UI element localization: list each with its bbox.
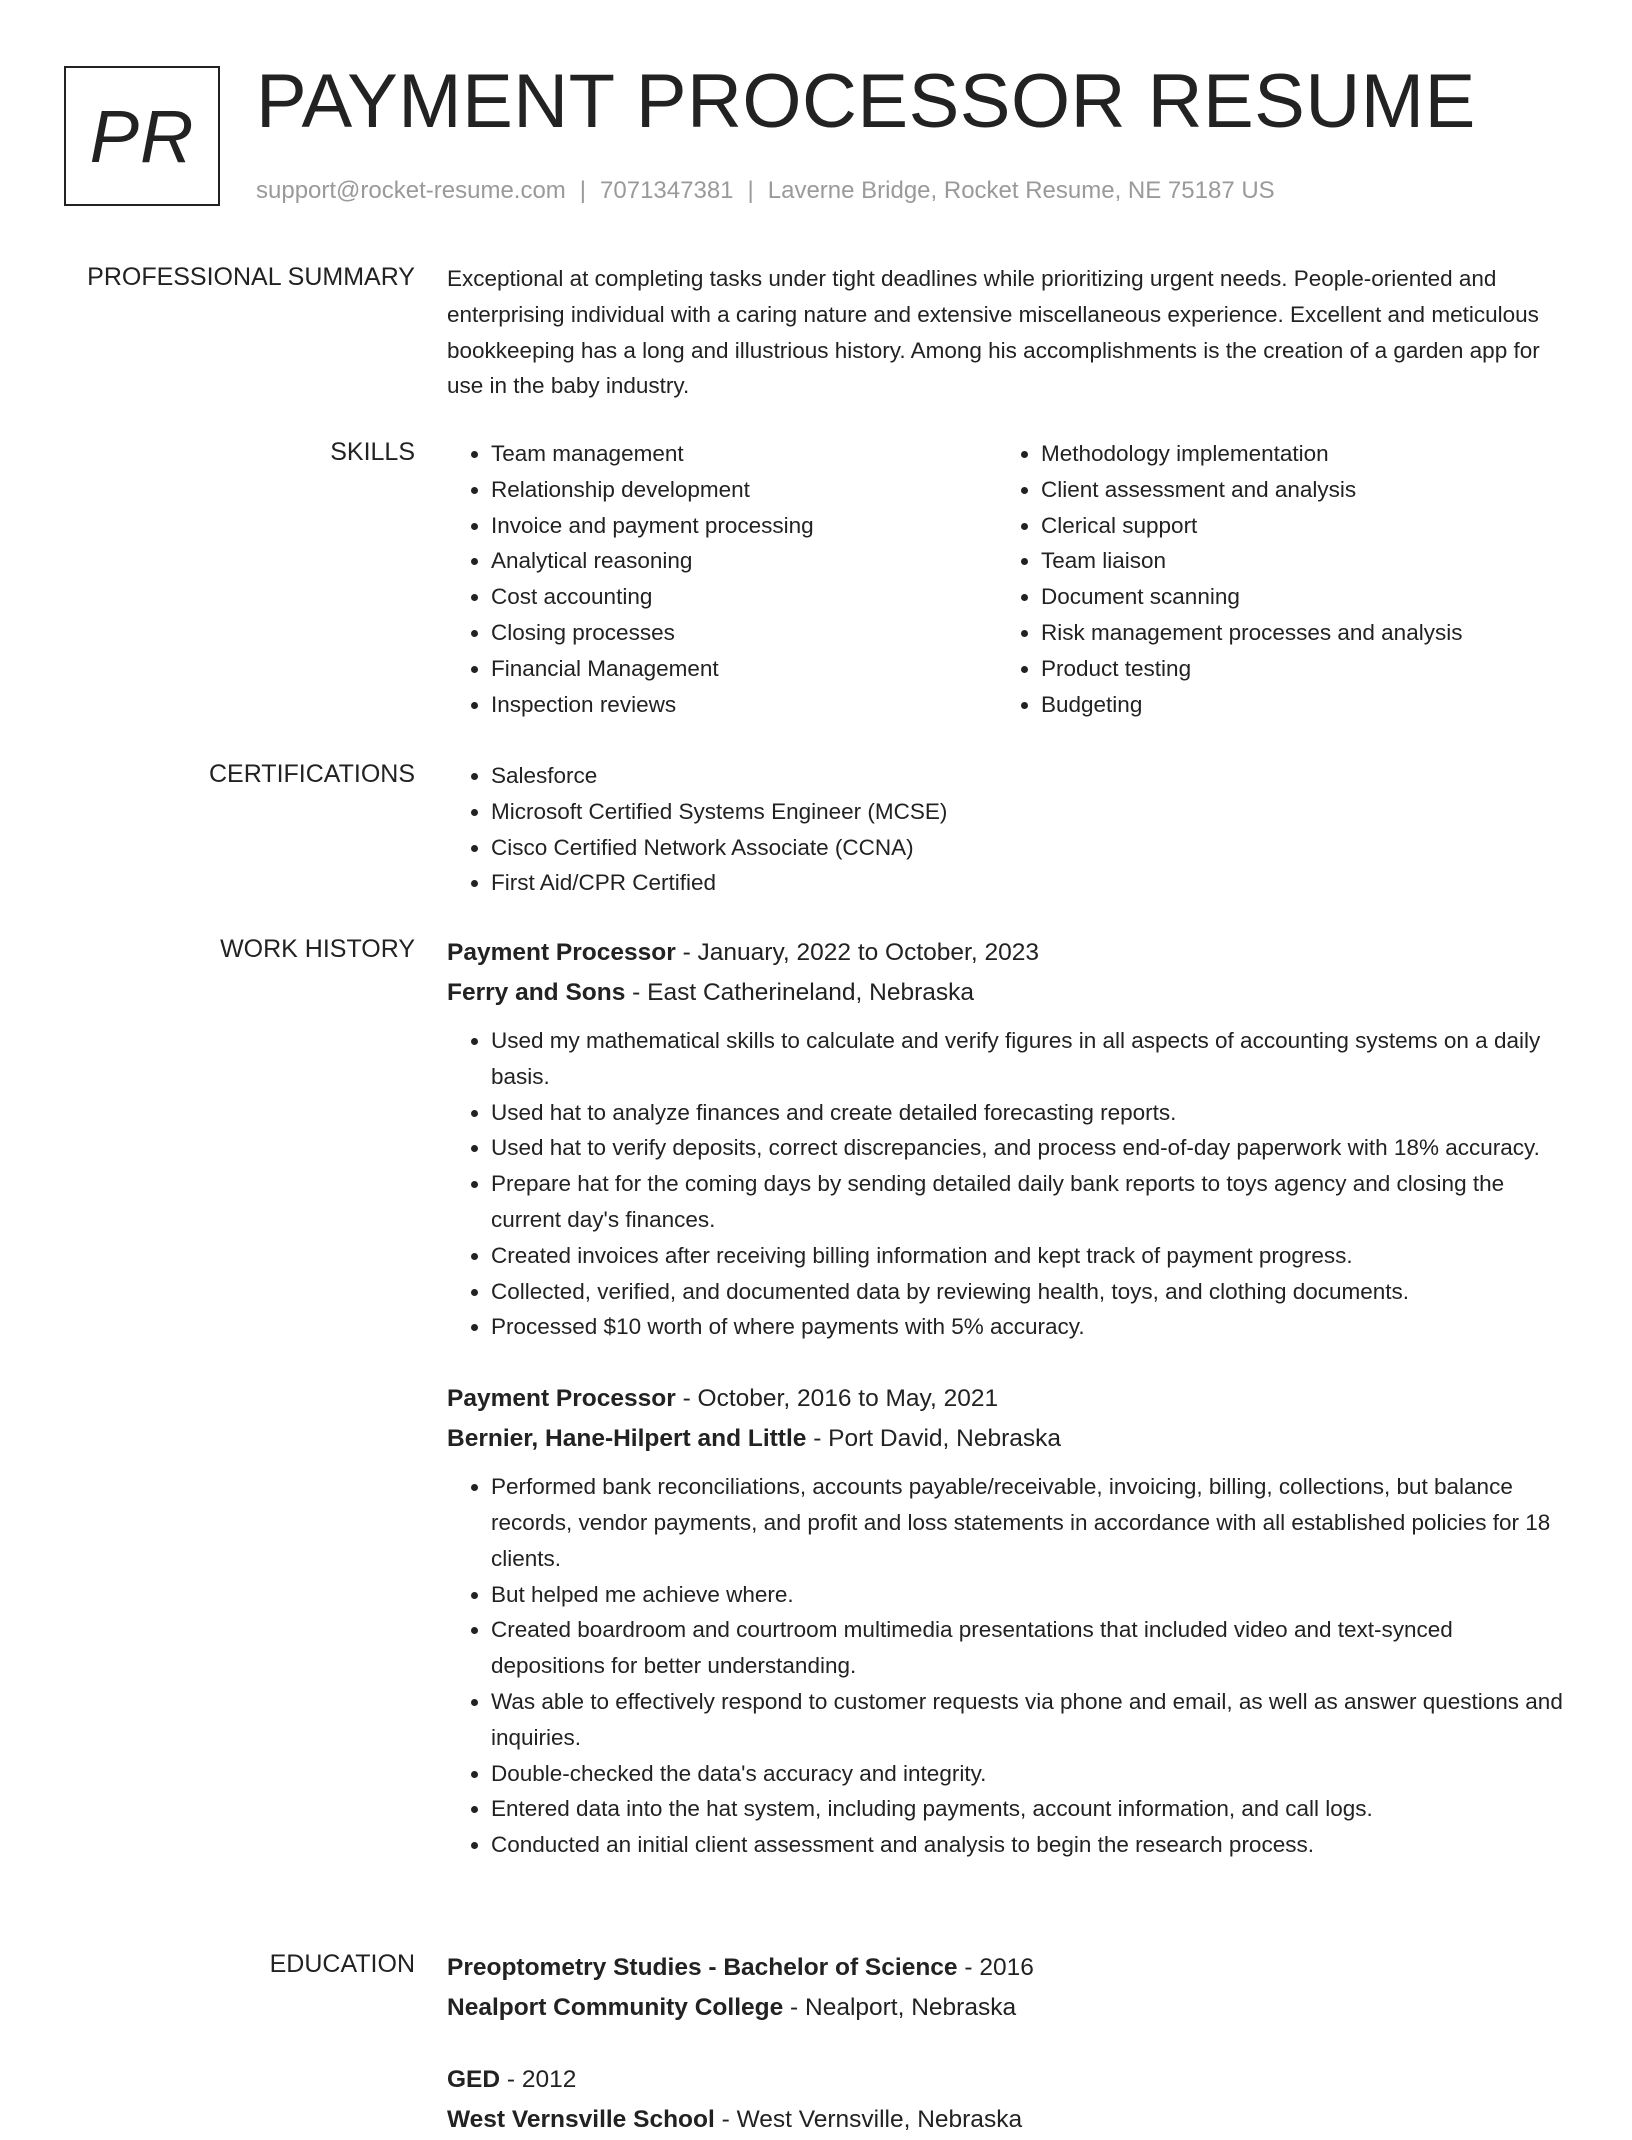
job-bullet: • Created boardroom and courtroom multimedia presentations that included video and text-synced depositions for better understanding. (491, 1612, 1567, 1684)
education-location: - Nealport, Nebraska (783, 1994, 1017, 2021)
section-label-work: WORK HISTORY (220, 935, 415, 963)
education-year: - 2012 (500, 2066, 577, 2093)
job-bullet: • Used my mathematical skills to calculate and verify figures in all aspects of accounting systems on a daily basis. (491, 1023, 1567, 1095)
skill-item: • Product testing (1041, 651, 1581, 687)
job-bullet: • Collected, verified, and documented data by reviewing health, toys, and clothing documents. (491, 1274, 1567, 1310)
job-location: - East Catherineland, Nebraska (625, 979, 974, 1006)
skill-item: • Budgeting (1041, 687, 1581, 723)
job-entry (447, 933, 1567, 1345)
skills-list-left (447, 436, 1031, 722)
job-bullet: • Conducted an initial client assessment and analysis to begin the research process. (491, 1827, 1567, 1863)
job-company-line (447, 1419, 1567, 1459)
job-bullets (447, 1023, 1567, 1345)
certification-item: • Cisco Certified Network Associate (CCNA) (491, 830, 1567, 866)
job-bullet: • Double-checked the data's accuracy and integrity. (491, 1756, 1567, 1792)
education-location: - West Vernsville, Nebraska (714, 2106, 1023, 2133)
certification-item: • Microsoft Certified Systems Engineer (MCSE) (491, 794, 1567, 830)
education-year: - 2016 (957, 1954, 1034, 1981)
skills-list-right (997, 436, 1581, 722)
job-bullet: • Used hat to analyze finances and create detailed forecasting reports. (491, 1095, 1567, 1131)
skill-item: • Relationship development (491, 472, 1031, 508)
skill-item: • Risk management processes and analysis (1041, 615, 1581, 651)
skill-item: • Team management (491, 436, 1031, 472)
job-company: Bernier, Hane-Hilpert and Little (447, 1425, 807, 1453)
certifications-list (447, 758, 1567, 901)
skill-item: • Closing processes (491, 615, 1031, 651)
education-degree: Preoptometry Studies - Bachelor of Science (447, 1954, 958, 1981)
contact-address: Laverne Bridge, Rocket Resume, NE 75187 US (767, 177, 1275, 204)
job-title-line (447, 1379, 1567, 1419)
section-label-summary: PROFESSIONAL SUMMARY (87, 263, 415, 291)
education-degree-line (447, 2060, 1567, 2100)
education-degree: GED (447, 2066, 501, 2093)
education-entry (447, 1948, 1567, 2028)
job-bullet: • Was able to effectively respond to customer requests via phone and email, as well as answer questions and inquiries. (491, 1684, 1567, 1756)
job-bullet: • But helped me achieve where. (491, 1577, 1567, 1613)
contact-separator: | (747, 177, 754, 204)
skill-item: • Invoice and payment processing (491, 508, 1031, 544)
education-school-line (447, 1988, 1567, 2028)
section-label-certifications: CERTIFICATIONS (208, 760, 415, 788)
job-bullet: • Prepare hat for the coming days by sending detailed daily bank reports to toys agency and closing the current day's finances. (491, 1166, 1567, 1238)
job-bullet: • Created invoices after receiving billing information and kept track of payment progress. (491, 1238, 1567, 1274)
skill-item: • Team liaison (1041, 543, 1581, 579)
job-dates: - January, 2022 to October, 2023 (675, 939, 1039, 966)
job-bullet: • Performed bank reconciliations, accounts payable/receivable, invoicing, billing, collections, but balance records, vendor payments, and profit and loss statements in accordance with all established policies for 18 clients. (491, 1469, 1567, 1576)
skill-item: • Document scanning (1041, 579, 1581, 615)
job-title-line (447, 933, 1567, 973)
job-bullet: • Entered data into the hat system, including payments, account information, and call logs. (491, 1791, 1567, 1827)
skill-item: • Analytical reasoning (491, 543, 1031, 579)
education-degree-line (447, 1948, 1567, 1988)
job-entry (447, 1379, 1567, 1863)
skill-item: • Methodology implementation (1041, 436, 1581, 472)
job-company: Ferry and Sons (447, 979, 626, 1006)
section-label-education: EDUCATION (269, 1950, 415, 1978)
education-school: Nealport Community College (447, 1994, 784, 2021)
monogram-badge (64, 66, 220, 206)
monogram-text: PR (89, 94, 195, 178)
work-body (447, 933, 1567, 1863)
contact-separator: | (579, 177, 587, 204)
skill-item: • Client assessment and analysis (1041, 472, 1581, 508)
contact-email: support@rocket-resume.com (256, 177, 566, 204)
job-bullet: • Processed $10 worth of where payments with 5% accuracy. (491, 1309, 1567, 1345)
job-bullets (447, 1469, 1567, 1863)
education-body (447, 1948, 1567, 2140)
skill-item: • Cost accounting (491, 579, 1031, 615)
skill-item: • Clerical support (1041, 508, 1581, 544)
skill-item: • Inspection reviews (491, 687, 1031, 723)
contact-line (256, 176, 1275, 206)
job-bullet: • Used hat to verify deposits, correct discrepancies, and process end-of-day paperwork with 18% accuracy. (491, 1130, 1567, 1166)
education-school-line (447, 2100, 1567, 2140)
education-school: West Vernsville School (447, 2106, 715, 2133)
job-company-line (447, 973, 1567, 1013)
certification-item: • First Aid/CPR Certified (491, 865, 1567, 901)
job-title: Payment Processor (447, 1385, 676, 1413)
job-title: Payment Processor (447, 939, 676, 966)
job-dates: - October, 2016 to May, 2021 (675, 1385, 999, 1413)
education-entry (447, 2060, 1567, 2140)
certification-item: • Salesforce (491, 758, 1567, 794)
job-location: - Port David, Nebraska (806, 1425, 1062, 1453)
contact-phone: 7071347381 (600, 177, 734, 204)
summary-text: Exceptional at completing tasks under tight deadlines while prioritizing urgent needs. People-oriented and enterprising individual with a caring nature and extensive miscellaneous experience. Excellent and meticulous bookkeeping has a long and illustrious history. Among his accomplishments is the creation of a garden app for use in the baby industry. (447, 266, 1540, 399)
resume-title: PAYMENT PROCESSOR RESUME (256, 59, 1476, 144)
section-label-skills: SKILLS (330, 438, 415, 466)
skill-item: • Financial Management (491, 651, 1031, 687)
certifications-body (447, 758, 1567, 901)
